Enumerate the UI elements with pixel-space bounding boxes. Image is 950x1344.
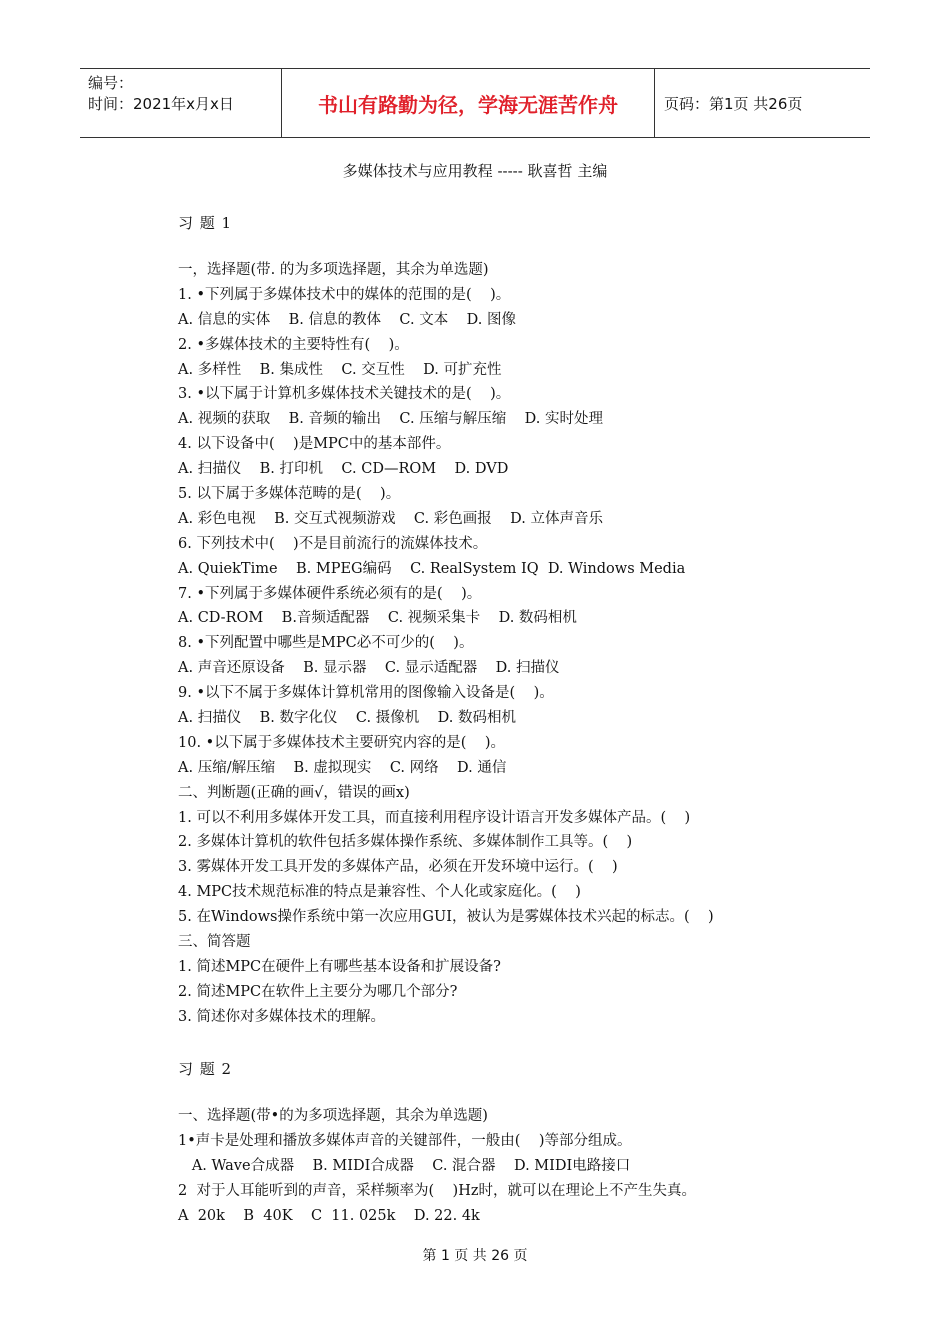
text-line: A 20k B 40K C 11. 025k D. 22. 4k xyxy=(178,1207,480,1224)
text-line: A. 扫描仪 B. 数字化仪 C. 摄像机 D. 数码相机 xyxy=(178,710,516,727)
header-page-info: 页码：第1页 共26页 xyxy=(664,94,803,113)
text-line: A. 信息的实体 B. 信息的教体 C. 文本 D. 图像 xyxy=(178,311,516,328)
text-line: 6. 下列技术中( )不是目前流行的流媒体技术。 xyxy=(178,535,488,552)
text-line: A. QuiekTime B. MPEG编码 C. RealSystem IQ D. Windows Media xyxy=(178,560,686,577)
page-footer: 第 1 页 共 26 页 xyxy=(422,1248,528,1264)
text-line: 7. •下列属于多媒体硬件系统必须有的是( )。 xyxy=(178,585,482,602)
text-line: 二、判断题(正确的画√，错误的画x) xyxy=(178,784,410,801)
text-line: 4. 以下设备中( )是MPC中的基本部件。 xyxy=(178,436,451,453)
text-line: 5. 以下属于多媒体范畴的是( )。 xyxy=(178,486,401,503)
page-header xyxy=(80,68,870,138)
text-line: 9. •以下不属于多媒体计算机常用的图像输入设备是( )。 xyxy=(178,685,554,702)
text-line: A. 声音还原设备 B. 显示器 C. 显示适配器 D. 扫描仪 xyxy=(178,660,560,677)
text-line: 一，选择题(带. 的为多项选择题，其余为单选题) xyxy=(178,262,489,278)
section-title-2: 习 题 2 xyxy=(178,1060,233,1078)
text-line: 三、简答题 xyxy=(178,934,251,951)
text-line: A. Wave合成器 B. MIDI合成器 C. 混合器 D. MIDI电路接口 xyxy=(178,1157,631,1174)
text-line: 2 对于人耳能听到的声音，采样频率为( )Hz时，就可以在理论上不产生失真。 xyxy=(178,1182,696,1199)
text-line: A. 视频的获取 B. 音频的输出 C. 压缩与解压缩 D. 实时处理 xyxy=(178,411,603,428)
code-label: 编号： xyxy=(88,74,134,92)
text-line: 8. •下列配置中哪些是MPC必不可少的( )。 xyxy=(178,635,474,652)
text-line: 1•声卡是处理和播放多媒体声音的关键部件，一般由( )等部分组成。 xyxy=(178,1132,632,1149)
text-line: 4. MPC技术规范标准的特点是兼容性、个人化或家庭化。( ) xyxy=(178,884,581,901)
section-1-content xyxy=(178,258,878,1030)
text-line: 3. 雾媒体开发工具开发的多媒体产品，必须在开发环境中运行。( ) xyxy=(178,859,618,876)
text-line: 2. 多媒体计算机的软件包括多媒体操作系统、多媒体制作工具等。( ) xyxy=(178,834,633,851)
text-line: 2. •多媒体技术的主要特性有( )。 xyxy=(178,336,409,353)
text-line: 3. 简述你对多媒体技术的理解。 xyxy=(178,1008,385,1025)
text-line: 5. 在Windows操作系统中第一次应用GUI，被认为是雾媒体技术兴起的标志。( ) xyxy=(178,909,714,926)
text-line: 3. •以下属于计算机多媒体技术关键技术的是( )。 xyxy=(178,386,511,403)
text-line: 1. 简述MPC在硬件上有哪些基本设备和扩展设备? xyxy=(178,958,501,975)
text-line: A. 压缩/解压缩 B. 虚拟现实 C. 网络 D. 通信 xyxy=(178,759,507,776)
text-line: 一、选择题(带•的为多项选择题，其余为单选题) xyxy=(178,1108,488,1124)
header-meta xyxy=(80,69,282,137)
text-line: 2. 简述MPC在软件上主要分为哪几个部分? xyxy=(178,983,458,1000)
section-title-1: 习 题 1 xyxy=(178,214,233,232)
header-motto: 书山有路勤为径，学海无涯苦作舟 xyxy=(282,69,655,137)
document-title: 多媒体技术与应用教程 ----- 耿喜哲 主编 xyxy=(342,162,608,180)
text-line: A. 多样性 B. 集成性 C. 交互性 D. 可扩充性 xyxy=(178,361,502,378)
text-line: 1. 可以不利用多媒体开发工具，而直接利用程序设计语言开发多媒体产品。( ) xyxy=(178,809,691,826)
text-line: 10. •以下属于多媒体技术主要研究内容的是( )。 xyxy=(178,734,505,751)
text-line: A. CD-ROM B.音频适配器 C. 视频采集卡 D. 数码相机 xyxy=(178,610,577,627)
time-label: 时间：2021年x月x日 xyxy=(88,95,234,113)
text-line: 1. •下列属于多媒体技术中的媒体的范围的是( )。 xyxy=(178,286,511,303)
section-2-content xyxy=(178,1104,878,1228)
text-line: A. 彩色电视 B. 交互式视频游戏 C. 彩色画报 D. 立体声音乐 xyxy=(178,510,603,527)
text-line: A. 扫描仪 B. 打印机 C. CD—ROM D. DVD xyxy=(178,461,509,478)
